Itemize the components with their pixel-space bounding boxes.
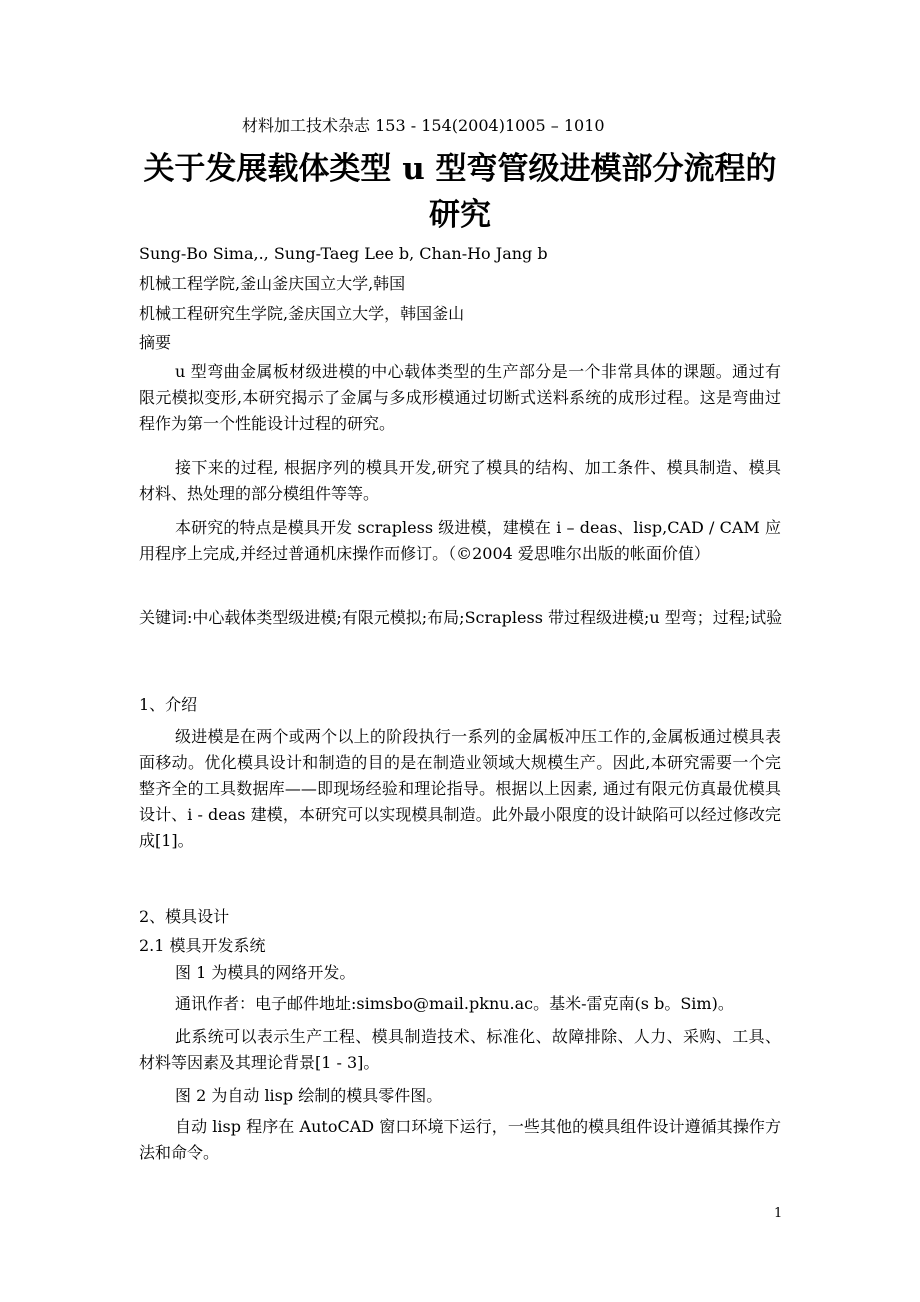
subsection-2-1-heading: 2.1 模具开发系统 (139, 936, 266, 955)
author-list: Sung-Bo Sima,., Sung-Taeg Lee b, Chan-Ho Jang b (139, 244, 548, 263)
section-2-paragraph-4: 图 2 为自动 lisp 绘制的模具零件图。 (175, 1086, 443, 1105)
abstract-heading: 摘要 (139, 333, 172, 352)
section-1-heading: 1、介绍 (139, 695, 198, 714)
section-2-heading: 2、模具设计 (139, 907, 230, 926)
corresponding-author-note: 通讯作者：电子邮件地址:simsbo@mail.pknu.ac。基米-雷克南(s b。Sim)。 (175, 994, 734, 1013)
abstract-paragraph-3: 本研究的特点是模具开发 scrapless 级进模，建模在 i – deas、lisp,CAD / CAM 应用程序上完成,并经过普通机床操作而修订。（©2004 爱思唯尔出版的帐面价值） (139, 518, 781, 563)
section-1-paragraph: 级进模是在两个或两个以上的阶段执行一系列的金属板冲压工作的,金属板通过模具表面移动。优化模具设计和制造的目的是在制造业领域大规模生产。因此,本研究需要一个完整齐全的工具数据库——即现场经验和理论指导。根据以上因素, 通过有限元仿真最优模具设计、i - deas 建模，本研究可以实现模具制造。此外最小限度的设计缺陷可以经过修改完成[1]。 (139, 727, 781, 850)
section-2-paragraph-5: 自动 lisp 程序在 AutoCAD 窗口环境下运行，一些其他的模具组件设计遵循其操作方法和命令。 (139, 1117, 781, 1162)
affiliation-1: 机械工程学院,釜山釜庆国立大学,韩国 (139, 274, 406, 293)
section-2-paragraph-1: 图 1 为模具的网络开发。 (175, 963, 356, 982)
keywords: 关键词:中心载体类型级进模;有限元模拟;布局;Scrapless 带过程级进模;u 型弯；过程;试验 (139, 608, 783, 627)
page-number: 1 (774, 1206, 783, 1221)
paper-title: 关于发展载体类型 u 型弯管级进模部分流程的研究 (143, 151, 777, 233)
section-2-paragraph-3: 此系统可以表示生产工程、模具制造技术、标准化、故障排除、人力、采购、工具、材料等因素及其理论背景[1 - 3]。 (139, 1027, 781, 1072)
affiliation-2: 机械工程研究生学院,釜庆国立大学，韩国釜山 (139, 304, 465, 323)
abstract-paragraph-2: 接下来的过程, 根据序列的模具开发,研究了模具的结构、加工条件、模具制造、模具材料、热处理的部分模组件等等。 (139, 458, 781, 503)
journal-citation: 材料加工技术杂志 153 - 154(2004)1005 – 1010 (242, 116, 605, 135)
abstract-paragraph-1: u 型弯曲金属板材级进模的中心载体类型的生产部分是一个非常具体的课题。通过有限元模拟变形,本研究揭示了金属与多成形模通过切断式送料系统的成形过程。这是弯曲过程作为第一个性能设计过程的研究。 (139, 362, 781, 433)
